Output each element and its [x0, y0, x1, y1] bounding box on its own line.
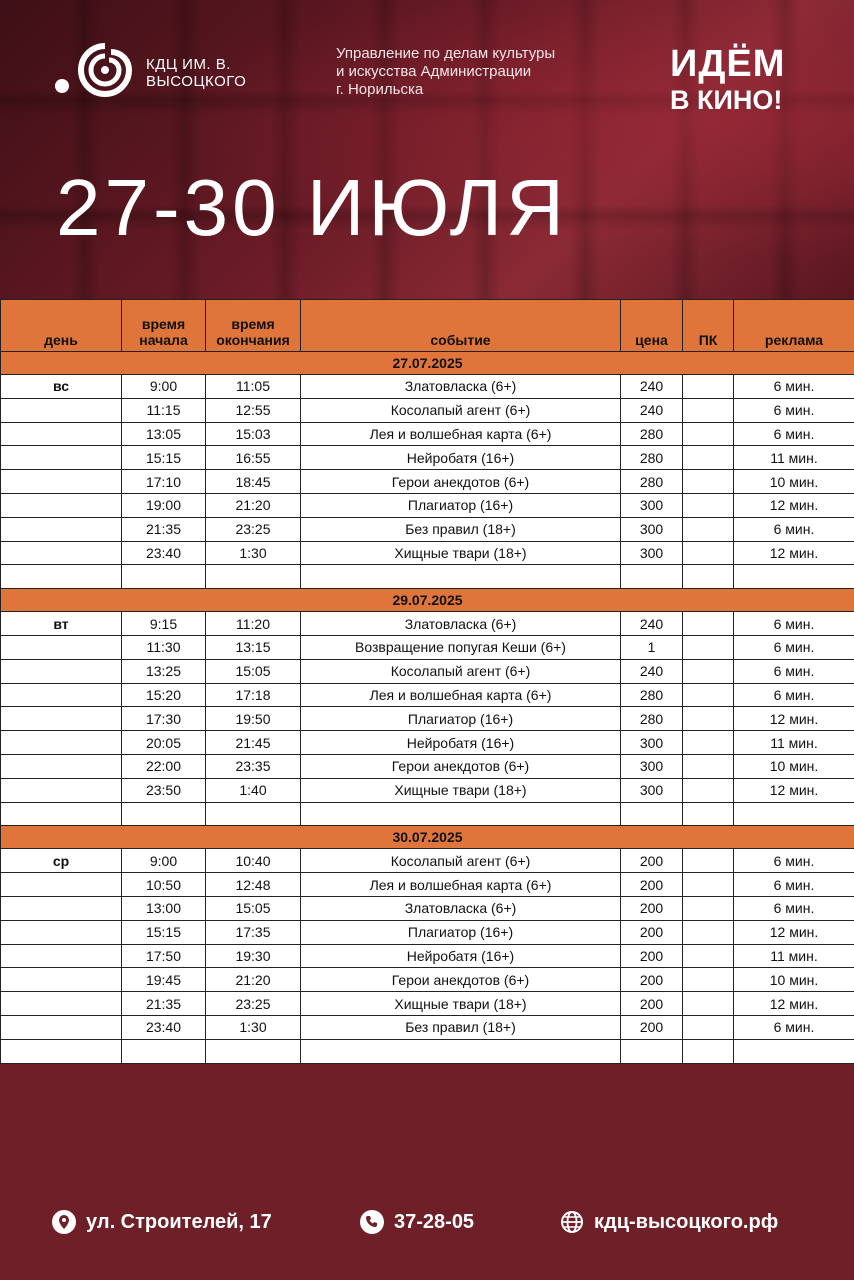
admin-line-2: и искусства Администрации	[336, 63, 532, 80]
page-title-dates: 27-30 ИЮЛЯ	[56, 163, 568, 252]
admin-line-1: Управление по делам культуры	[336, 45, 556, 62]
table-row	[1, 398, 854, 422]
cell-end-time: 23:25	[206, 992, 301, 1016]
col-header-start: время начала	[122, 300, 206, 352]
cell-start-time: 19:45	[122, 968, 206, 992]
cell-ads: 12 мин.	[734, 541, 854, 565]
slogan-line-2: В КИНО!	[670, 85, 783, 115]
cell-pk	[683, 944, 734, 968]
cell-day	[1, 992, 122, 1016]
table-row	[1, 375, 854, 399]
cell-price: 300	[621, 541, 683, 565]
cell-start-time: 15:15	[122, 446, 206, 470]
cell-price: 240	[621, 375, 683, 399]
cell-end-time: 18:45	[206, 470, 301, 494]
date-header-row	[1, 826, 854, 849]
cell-price: 280	[621, 707, 683, 731]
cell-event: Нейробатя (16+)	[301, 731, 621, 755]
cell-event: Косолапый агент (6+)	[301, 398, 621, 422]
slogan-line-1: ИДЁМ	[670, 43, 786, 85]
cell-ads: 6 мин.	[734, 849, 854, 873]
cell-pk	[683, 849, 734, 873]
cell-end-time: 21:20	[206, 493, 301, 517]
cell-end-time: 21:20	[206, 968, 301, 992]
cell-start-time: 19:00	[122, 493, 206, 517]
table-row	[1, 968, 854, 992]
cell-end-time: 15:05	[206, 659, 301, 683]
cell-end-time: 19:50	[206, 707, 301, 731]
cell-empty	[621, 565, 683, 589]
cell-end-time: 17:18	[206, 683, 301, 707]
cell-ads: 6 мин.	[734, 659, 854, 683]
cell-empty	[122, 1039, 206, 1063]
cell-empty	[1, 565, 122, 589]
cell-pk	[683, 754, 734, 778]
cell-pk	[683, 541, 734, 565]
cell-day	[1, 446, 122, 470]
footer-phone[interactable]	[360, 1210, 474, 1234]
table-row	[1, 731, 854, 755]
cell-ads: 12 мин.	[734, 992, 854, 1016]
cell-empty	[734, 802, 854, 826]
cell-empty	[122, 565, 206, 589]
cell-pk	[683, 398, 734, 422]
cell-empty	[301, 1039, 621, 1063]
cell-day	[1, 683, 122, 707]
cell-event: Плагиатор (16+)	[301, 920, 621, 944]
table-row	[1, 944, 854, 968]
logo-text-line-1: КДЦ ИМ. В.	[146, 56, 231, 73]
col-header-day: день	[1, 300, 122, 352]
cell-empty	[621, 1039, 683, 1063]
date-header-row	[1, 589, 854, 612]
cell-start-time: 23:40	[122, 541, 206, 565]
cell-end-time: 15:03	[206, 422, 301, 446]
col-header-event: событие	[301, 300, 621, 352]
cell-start-time: 11:30	[122, 635, 206, 659]
cell-day	[1, 398, 122, 422]
map-pin-icon	[52, 1210, 76, 1234]
cell-start-time: 13:25	[122, 659, 206, 683]
cell-ads: 12 мин.	[734, 493, 854, 517]
cell-price: 1	[621, 635, 683, 659]
cell-pk	[683, 920, 734, 944]
cell-empty	[206, 802, 301, 826]
cell-pk	[683, 517, 734, 541]
cell-empty	[301, 565, 621, 589]
col-header-ads: реклама	[734, 300, 854, 352]
logo-text-line-2: ВЫСОЦКОГО	[146, 73, 247, 90]
cell-pk	[683, 446, 734, 470]
cell-event: Плагиатор (16+)	[301, 707, 621, 731]
cell-start-time: 10:50	[122, 873, 206, 897]
cell-price: 240	[621, 612, 683, 636]
cell-empty	[1, 802, 122, 826]
cell-price: 200	[621, 873, 683, 897]
table-row	[1, 896, 854, 920]
cell-start-time: 20:05	[122, 731, 206, 755]
table-row	[1, 659, 854, 683]
admin-line-3: г. Норильска	[336, 81, 424, 98]
cell-event: Лея и волшебная карта (6+)	[301, 422, 621, 446]
cell-day	[1, 635, 122, 659]
cell-end-time: 1:30	[206, 541, 301, 565]
cell-start-time: 22:00	[122, 754, 206, 778]
cell-pk	[683, 873, 734, 897]
col-header-price: цена	[621, 300, 683, 352]
cell-end-time: 16:55	[206, 446, 301, 470]
cell-ads: 6 мин.	[734, 517, 854, 541]
cell-empty	[206, 565, 301, 589]
cell-end-time: 11:20	[206, 612, 301, 636]
cell-start-time: 23:40	[122, 1015, 206, 1039]
cell-day	[1, 968, 122, 992]
cell-pk	[683, 896, 734, 920]
cell-pk	[683, 612, 734, 636]
cell-event: Хищные твари (18+)	[301, 992, 621, 1016]
table-row-empty	[1, 1039, 854, 1063]
cell-event: Лея и волшебная карта (6+)	[301, 873, 621, 897]
cell-event: Без правил (18+)	[301, 1015, 621, 1039]
table-row-empty	[1, 565, 854, 589]
cell-start-time: 15:20	[122, 683, 206, 707]
cell-event: Косолапый агент (6+)	[301, 849, 621, 873]
cell-day	[1, 1015, 122, 1039]
website-link[interactable]: кдц-высоцкого.рф	[594, 1210, 779, 1233]
cell-empty	[1, 1039, 122, 1063]
table-row	[1, 517, 854, 541]
cell-ads: 10 мин.	[734, 470, 854, 494]
cell-day: вт	[1, 612, 122, 636]
header-banner	[0, 0, 854, 300]
cell-end-time: 23:25	[206, 517, 301, 541]
cell-pk	[683, 992, 734, 1016]
schedule-table	[0, 299, 854, 1064]
slogan	[670, 44, 785, 116]
cell-event: Герои анекдотов (6+)	[301, 470, 621, 494]
globe-icon	[560, 1210, 584, 1234]
cell-price: 280	[621, 422, 683, 446]
cell-event: Герои анекдотов (6+)	[301, 968, 621, 992]
cell-start-time: 17:50	[122, 944, 206, 968]
cell-event: Без правил (18+)	[301, 517, 621, 541]
cell-price: 200	[621, 896, 683, 920]
cell-start-time: 13:00	[122, 896, 206, 920]
cell-event: Нейробатя (16+)	[301, 944, 621, 968]
cell-event: Златовласка (6+)	[301, 896, 621, 920]
cell-day	[1, 541, 122, 565]
cell-event: Плагиатор (16+)	[301, 493, 621, 517]
cell-end-time: 12:48	[206, 873, 301, 897]
cell-price: 280	[621, 683, 683, 707]
table-header-row	[1, 300, 854, 352]
cell-price: 300	[621, 778, 683, 802]
cell-ads: 6 мин.	[734, 375, 854, 399]
cell-event: Хищные твари (18+)	[301, 541, 621, 565]
table-row	[1, 992, 854, 1016]
table-row	[1, 873, 854, 897]
cell-pk	[683, 707, 734, 731]
cell-price: 200	[621, 1015, 683, 1039]
cell-end-time: 21:45	[206, 731, 301, 755]
date-label: 29.07.2025	[1, 589, 854, 612]
cell-ads: 12 мин.	[734, 920, 854, 944]
cell-ads: 10 мин.	[734, 754, 854, 778]
cell-price: 300	[621, 731, 683, 755]
cell-ads: 11 мин.	[734, 731, 854, 755]
cell-empty	[734, 565, 854, 589]
cell-start-time: 15:15	[122, 920, 206, 944]
cell-empty	[301, 802, 621, 826]
table-row	[1, 470, 854, 494]
cell-event: Возвращение попугая Кеши (6+)	[301, 635, 621, 659]
col-header-pk: ПК	[683, 300, 734, 352]
table-row	[1, 778, 854, 802]
cell-ads: 11 мин.	[734, 944, 854, 968]
cell-day	[1, 493, 122, 517]
cell-pk	[683, 470, 734, 494]
cell-day	[1, 778, 122, 802]
cell-pk	[683, 968, 734, 992]
cell-day	[1, 659, 122, 683]
cell-price: 200	[621, 849, 683, 873]
date-label: 30.07.2025	[1, 826, 854, 849]
table-row	[1, 1015, 854, 1039]
table-row	[1, 849, 854, 873]
cell-pk	[683, 375, 734, 399]
date-label: 27.07.2025	[1, 352, 854, 375]
cell-ads: 6 мин.	[734, 635, 854, 659]
cell-pk	[683, 1015, 734, 1039]
cell-day	[1, 470, 122, 494]
cell-start-time: 17:10	[122, 470, 206, 494]
cell-event: Нейробатя (16+)	[301, 446, 621, 470]
cell-ads: 6 мин.	[734, 873, 854, 897]
cell-end-time: 17:35	[206, 920, 301, 944]
cell-pk	[683, 422, 734, 446]
cell-start-time: 21:35	[122, 517, 206, 541]
cell-empty	[206, 1039, 301, 1063]
cell-day	[1, 944, 122, 968]
cell-price: 200	[621, 992, 683, 1016]
cell-ads: 6 мин.	[734, 398, 854, 422]
cell-day	[1, 731, 122, 755]
cell-pk	[683, 731, 734, 755]
table-row	[1, 446, 854, 470]
cell-price: 240	[621, 398, 683, 422]
cell-ads: 6 мин.	[734, 612, 854, 636]
cell-ads: 12 мин.	[734, 707, 854, 731]
footer-address	[52, 1210, 272, 1234]
cell-start-time: 13:05	[122, 422, 206, 446]
cell-start-time: 11:15	[122, 398, 206, 422]
cell-price: 300	[621, 493, 683, 517]
table-row-empty	[1, 802, 854, 826]
phone-text: 37-28-05	[394, 1210, 475, 1233]
cell-price: 280	[621, 446, 683, 470]
cell-event: Хищные твари (18+)	[301, 778, 621, 802]
schedule-body	[1, 352, 854, 1064]
cell-empty	[122, 802, 206, 826]
table-row	[1, 422, 854, 446]
cell-end-time: 1:40	[206, 778, 301, 802]
table-row	[1, 920, 854, 944]
cell-day	[1, 896, 122, 920]
date-header-row	[1, 352, 854, 375]
cell-day	[1, 707, 122, 731]
cell-day	[1, 517, 122, 541]
cell-price: 200	[621, 944, 683, 968]
cell-ads: 6 мин.	[734, 683, 854, 707]
cell-end-time: 11:05	[206, 375, 301, 399]
cell-start-time: 23:50	[122, 778, 206, 802]
footer-website[interactable]	[560, 1210, 778, 1234]
cell-end-time: 15:05	[206, 896, 301, 920]
cell-pk	[683, 778, 734, 802]
cell-day: вс	[1, 375, 122, 399]
cell-event: Златовласка (6+)	[301, 375, 621, 399]
table-row	[1, 683, 854, 707]
cell-price: 200	[621, 920, 683, 944]
cell-empty	[683, 1039, 734, 1063]
logo-text	[146, 56, 246, 90]
table-row	[1, 493, 854, 517]
cell-empty	[683, 565, 734, 589]
cell-end-time: 12:55	[206, 398, 301, 422]
cell-ads: 10 мин.	[734, 968, 854, 992]
cell-ads: 11 мин.	[734, 446, 854, 470]
phone-icon	[360, 1210, 384, 1234]
cell-price: 280	[621, 470, 683, 494]
cell-price: 240	[621, 659, 683, 683]
cell-event: Косолапый агент (6+)	[301, 659, 621, 683]
table-row	[1, 541, 854, 565]
cell-price: 300	[621, 754, 683, 778]
table-row	[1, 707, 854, 731]
cell-event: Лея и волшебная карта (6+)	[301, 683, 621, 707]
cell-pk	[683, 659, 734, 683]
cell-empty	[621, 802, 683, 826]
cell-start-time: 9:00	[122, 375, 206, 399]
cell-start-time: 9:00	[122, 849, 206, 873]
cell-day: ср	[1, 849, 122, 873]
cell-event: Герои анекдотов (6+)	[301, 754, 621, 778]
cell-start-time: 9:15	[122, 612, 206, 636]
cell-event: Златовласка (6+)	[301, 612, 621, 636]
cell-day	[1, 873, 122, 897]
cell-start-time: 21:35	[122, 992, 206, 1016]
cell-end-time: 10:40	[206, 849, 301, 873]
table-row	[1, 635, 854, 659]
address-text: ул. Строителей, 17	[86, 1210, 272, 1233]
cell-pk	[683, 683, 734, 707]
cell-day	[1, 920, 122, 944]
cell-ads: 6 мин.	[734, 1015, 854, 1039]
cell-end-time: 19:30	[206, 944, 301, 968]
cell-day	[1, 754, 122, 778]
cell-empty	[683, 802, 734, 826]
cell-pk	[683, 493, 734, 517]
table-row	[1, 754, 854, 778]
cell-end-time: 1:30	[206, 1015, 301, 1039]
cell-ads: 12 мин.	[734, 778, 854, 802]
cell-day	[1, 422, 122, 446]
cell-pk	[683, 635, 734, 659]
footer-contacts	[0, 1190, 854, 1256]
table-row	[1, 612, 854, 636]
col-header-end: время окончания	[206, 300, 301, 352]
cell-ads: 6 мин.	[734, 896, 854, 920]
cell-start-time: 17:30	[122, 707, 206, 731]
cell-empty	[734, 1039, 854, 1063]
cell-ads: 6 мин.	[734, 422, 854, 446]
cell-price: 200	[621, 968, 683, 992]
administration-text	[336, 45, 555, 99]
kdc-logo-icon	[55, 42, 135, 98]
cell-price: 300	[621, 517, 683, 541]
cell-end-time: 13:15	[206, 635, 301, 659]
cell-end-time: 23:35	[206, 754, 301, 778]
